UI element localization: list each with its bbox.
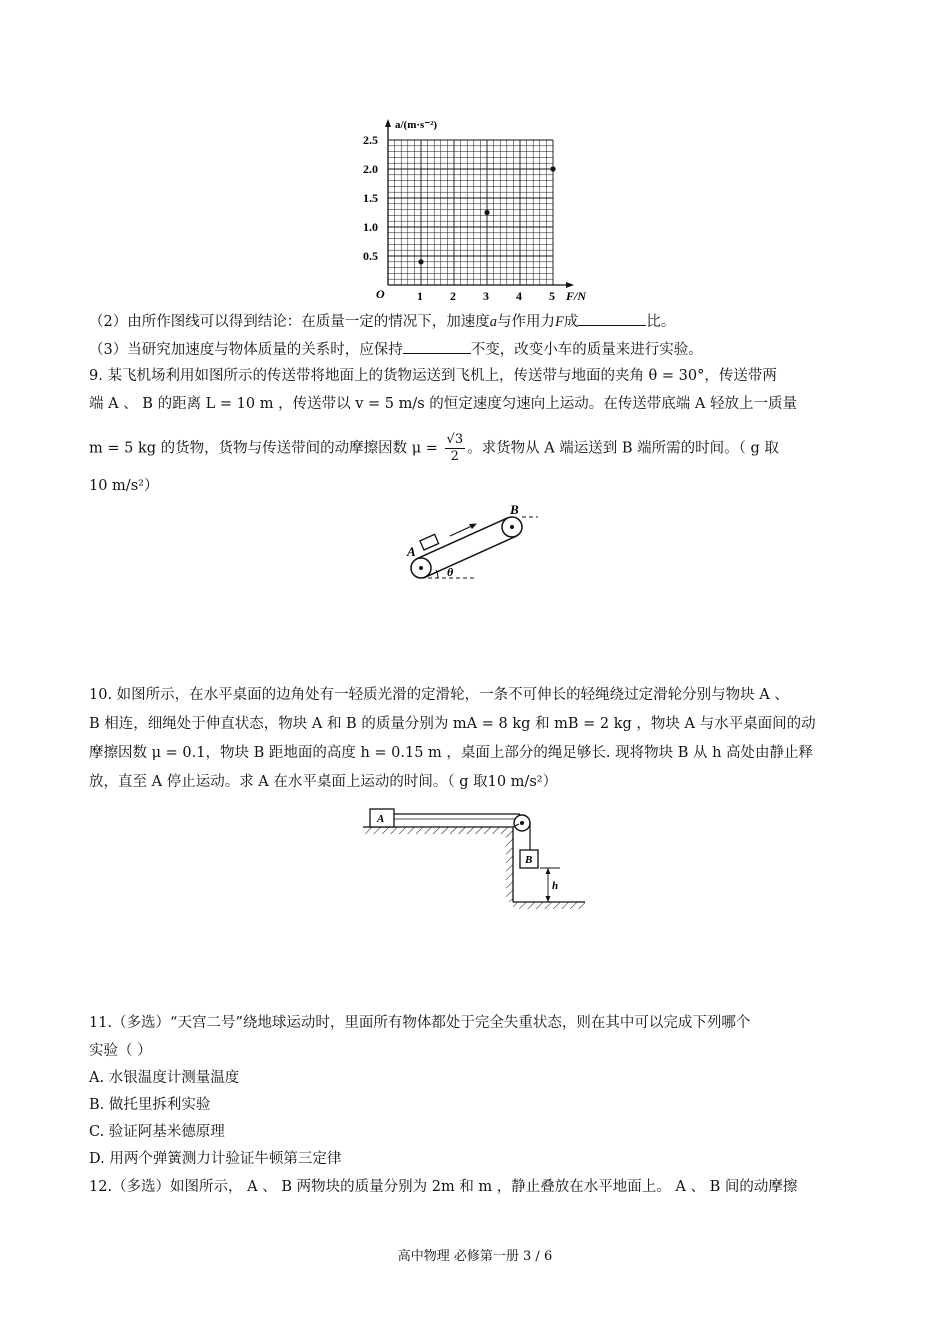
q8-p3-text-b: 不变，改变小车的质量来进行实验。 [470,342,703,358]
label-b: B [510,502,519,517]
a-f-chart [0,0,950,310]
label-h: h [552,880,559,892]
q10-line1: 10. 如图所示，在水平桌面的边角处有一轻质光滑的定滑轮，一条不可伸长的轻绳绕过定滑轮分别与物块 A 、 [89,687,789,703]
q8-part2 [89,311,675,332]
chart-ticks [363,133,555,303]
q8-p2-text-c: 成 [563,314,579,330]
y-axis-arrow [385,119,391,127]
x-tick-label: 3 [483,289,489,303]
q9-line3-text-a: m = 5 kg 的货物，货物与传送带间的动摩擦因数 μ = [89,440,438,457]
y-tick-label: 2.0 [363,162,378,176]
option-d[interactable]: D. 用两个弹簧测力计验证牛顿第三定律 [89,1151,342,1167]
x-tick-label: 5 [549,289,555,303]
q8-p2-text-d: 比。 [646,314,676,330]
q10-line3: 摩擦因数 μ = 0.1，物块 B 距地面的高度 h = 0.15 m ，桌面上部分的绳足够长. 现将物块 B 从 h 高处由静止释 [89,745,814,761]
q9-line3 [89,432,779,465]
answer-blank[interactable] [403,339,471,354]
q12-line1: 12.（多选）如图所示， A 、 B 两物块的质量分别为 2m 和 m ，静止叠放在水平地面上。 A 、 B 间的动摩擦 [89,1179,798,1195]
q8-var-a: a [489,314,497,330]
x-axis-label: F/N [566,289,587,303]
option-a[interactable]: A. 水银温度计测量温度 [89,1070,240,1086]
q10-line4: 放，直至 A 停止运动。求 A 在水平桌面上运动的时间。（ g 取10 m/s²） [89,774,558,790]
x-tick-label: 1 [417,289,423,303]
conveyor-belt-figure [0,500,950,590]
pulley-figure [0,800,950,915]
cargo-box [420,534,439,550]
label-a: A [407,544,416,559]
q8-part3 [89,339,703,360]
data-point [550,166,555,171]
q8-p3-text-a: （3）当研究加速度与物体质量的关系时，应保持 [89,342,403,358]
q10-line2: B 相连，细绳处于伸直状态，物块 A 和 B 的质量分别为 mA = 8 kg 和 mB = 2 kg ，物块 A 与水平桌面间的动 [89,716,816,732]
x-tick-label: 2 [450,289,456,303]
mu-fraction [445,432,466,465]
fraction-denominator: 2 [450,449,459,464]
x-axis-arrow [566,282,574,288]
q9-line2: 端 A 、 B 的距离 L = 10 m ，传送带以 v = 5 m/s 的恒定速度匀速向上运动。在传送带底端 A 轻放上一质量 [89,396,797,412]
q11-line2: 实验（ ） [89,1043,152,1059]
label-b: B [525,854,533,866]
option-b[interactable]: B. 做托里拆利实验 [89,1097,211,1113]
q11-line1: 11.（多选）“天宫二号”绕地球运动时，里面所有物体都处于完全失重状态，则在其中可以完成下列哪个 [89,1015,751,1031]
chart-grid [388,140,553,285]
origin-label: O [376,287,385,301]
y-tick-label: 1.5 [363,191,378,205]
x-tick-label: 4 [516,289,522,303]
q8-p2-text-b: 与作用力 [496,314,555,330]
option-c[interactable]: C. 验证阿基米德原理 [89,1124,225,1140]
page-footer: 高中物理 必修第一册 3 / 6 [397,1249,553,1264]
fraction-numerator: √3 [446,432,464,447]
q9-line4: 10 m/s²） [89,478,159,494]
y-tick-label: 2.5 [363,133,378,147]
q8-var-f: F [554,314,564,330]
chart-axes [385,119,574,288]
data-point [484,210,489,215]
y-axis-label: a/(m·s⁻²) [395,119,438,131]
label-theta: θ [447,565,454,579]
y-tick-label: 1.0 [363,220,378,234]
answer-blank[interactable] [578,311,646,326]
label-a: A [377,813,385,825]
q9-line3-text-b: 。求货物从 A 端运送到 B 端所需的时间。（ g 取 [467,440,779,457]
data-point [418,259,423,264]
q9-line1: 9. 某飞机场利用如图所示的传送带将地面上的货物运送到飞机上，传送带与地面的夹角 θ = 30°，传送带两 [89,368,777,384]
y-tick-label: 0.5 [363,249,378,263]
q8-p2-text-a: （2）由所作图线可以得到结论：在质量一定的情况下，加速度 [89,314,490,330]
